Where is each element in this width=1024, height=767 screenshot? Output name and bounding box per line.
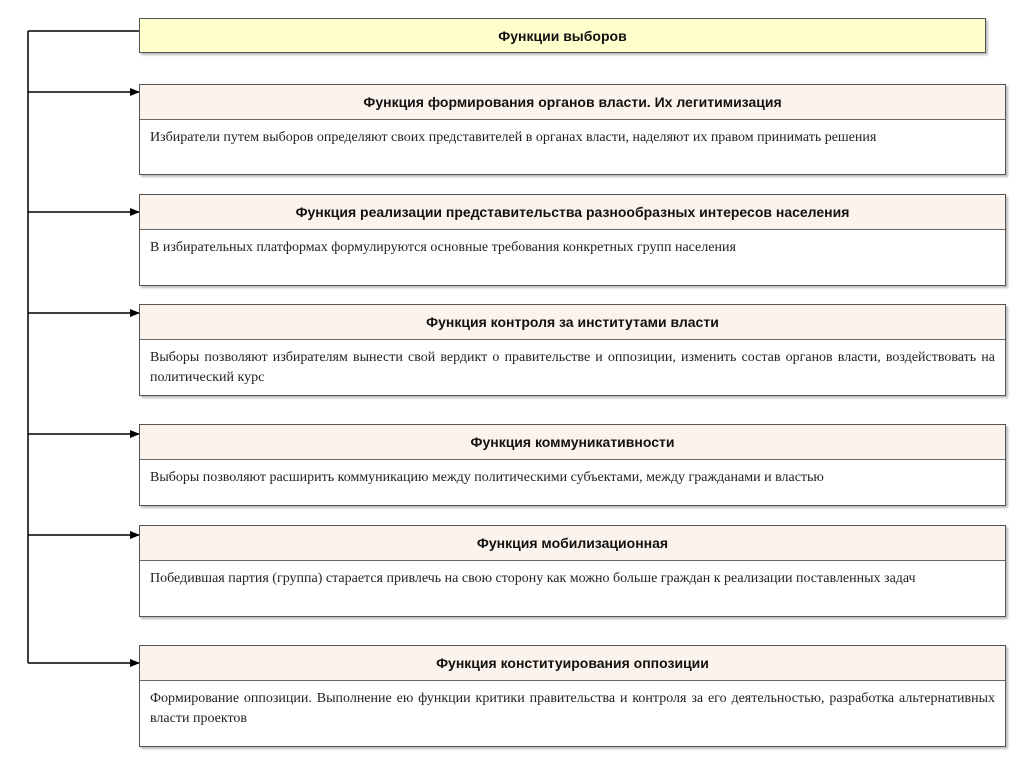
function-heading: Функция конституирования оппозиции — [140, 646, 1005, 681]
function-block-formation — [139, 84, 1006, 175]
function-heading: Функция мобилизационная — [140, 526, 1005, 561]
diagram-title: Функции выборов — [139, 18, 986, 53]
function-description: Формирование оппозиции. Выполнение ею функции критики правительства и контроля за его деятельностью, разработка альтернативных власти проектов — [150, 691, 995, 726]
function-description: Выборы позволяют расширить коммуникацию между политическими субъектами, между гражданами и властью — [150, 470, 824, 485]
function-description: Выборы позволяют избирателям вынести свой вердикт о правительстве и оппозиции, изменить состав органов власти, воздействовать на политический курс — [150, 350, 995, 385]
function-block-control — [139, 304, 1006, 396]
function-block-representation — [139, 194, 1006, 286]
function-description: В избирательных платформах формулируются основные требования конкретных групп населения — [150, 240, 736, 255]
function-block-opposition — [139, 645, 1006, 747]
function-heading: Функция реализации представительства разнообразных интересов населения — [140, 195, 1005, 230]
function-description: Победившая партия (группа) старается привлечь на свою сторону как можно больше граждан к реализации поставленных задач — [150, 571, 916, 586]
function-heading: Функция коммуникативности — [140, 425, 1005, 460]
function-heading: Функция контроля за институтами власти — [140, 305, 1005, 340]
function-block-communication — [139, 424, 1006, 506]
function-block-mobilization — [139, 525, 1006, 617]
function-heading: Функция формирования органов власти. Их легитимизация — [140, 85, 1005, 120]
function-description: Избиратели путем выборов определяют своих представителей в органах власти, наделяют их правом принимать решения — [150, 130, 877, 145]
